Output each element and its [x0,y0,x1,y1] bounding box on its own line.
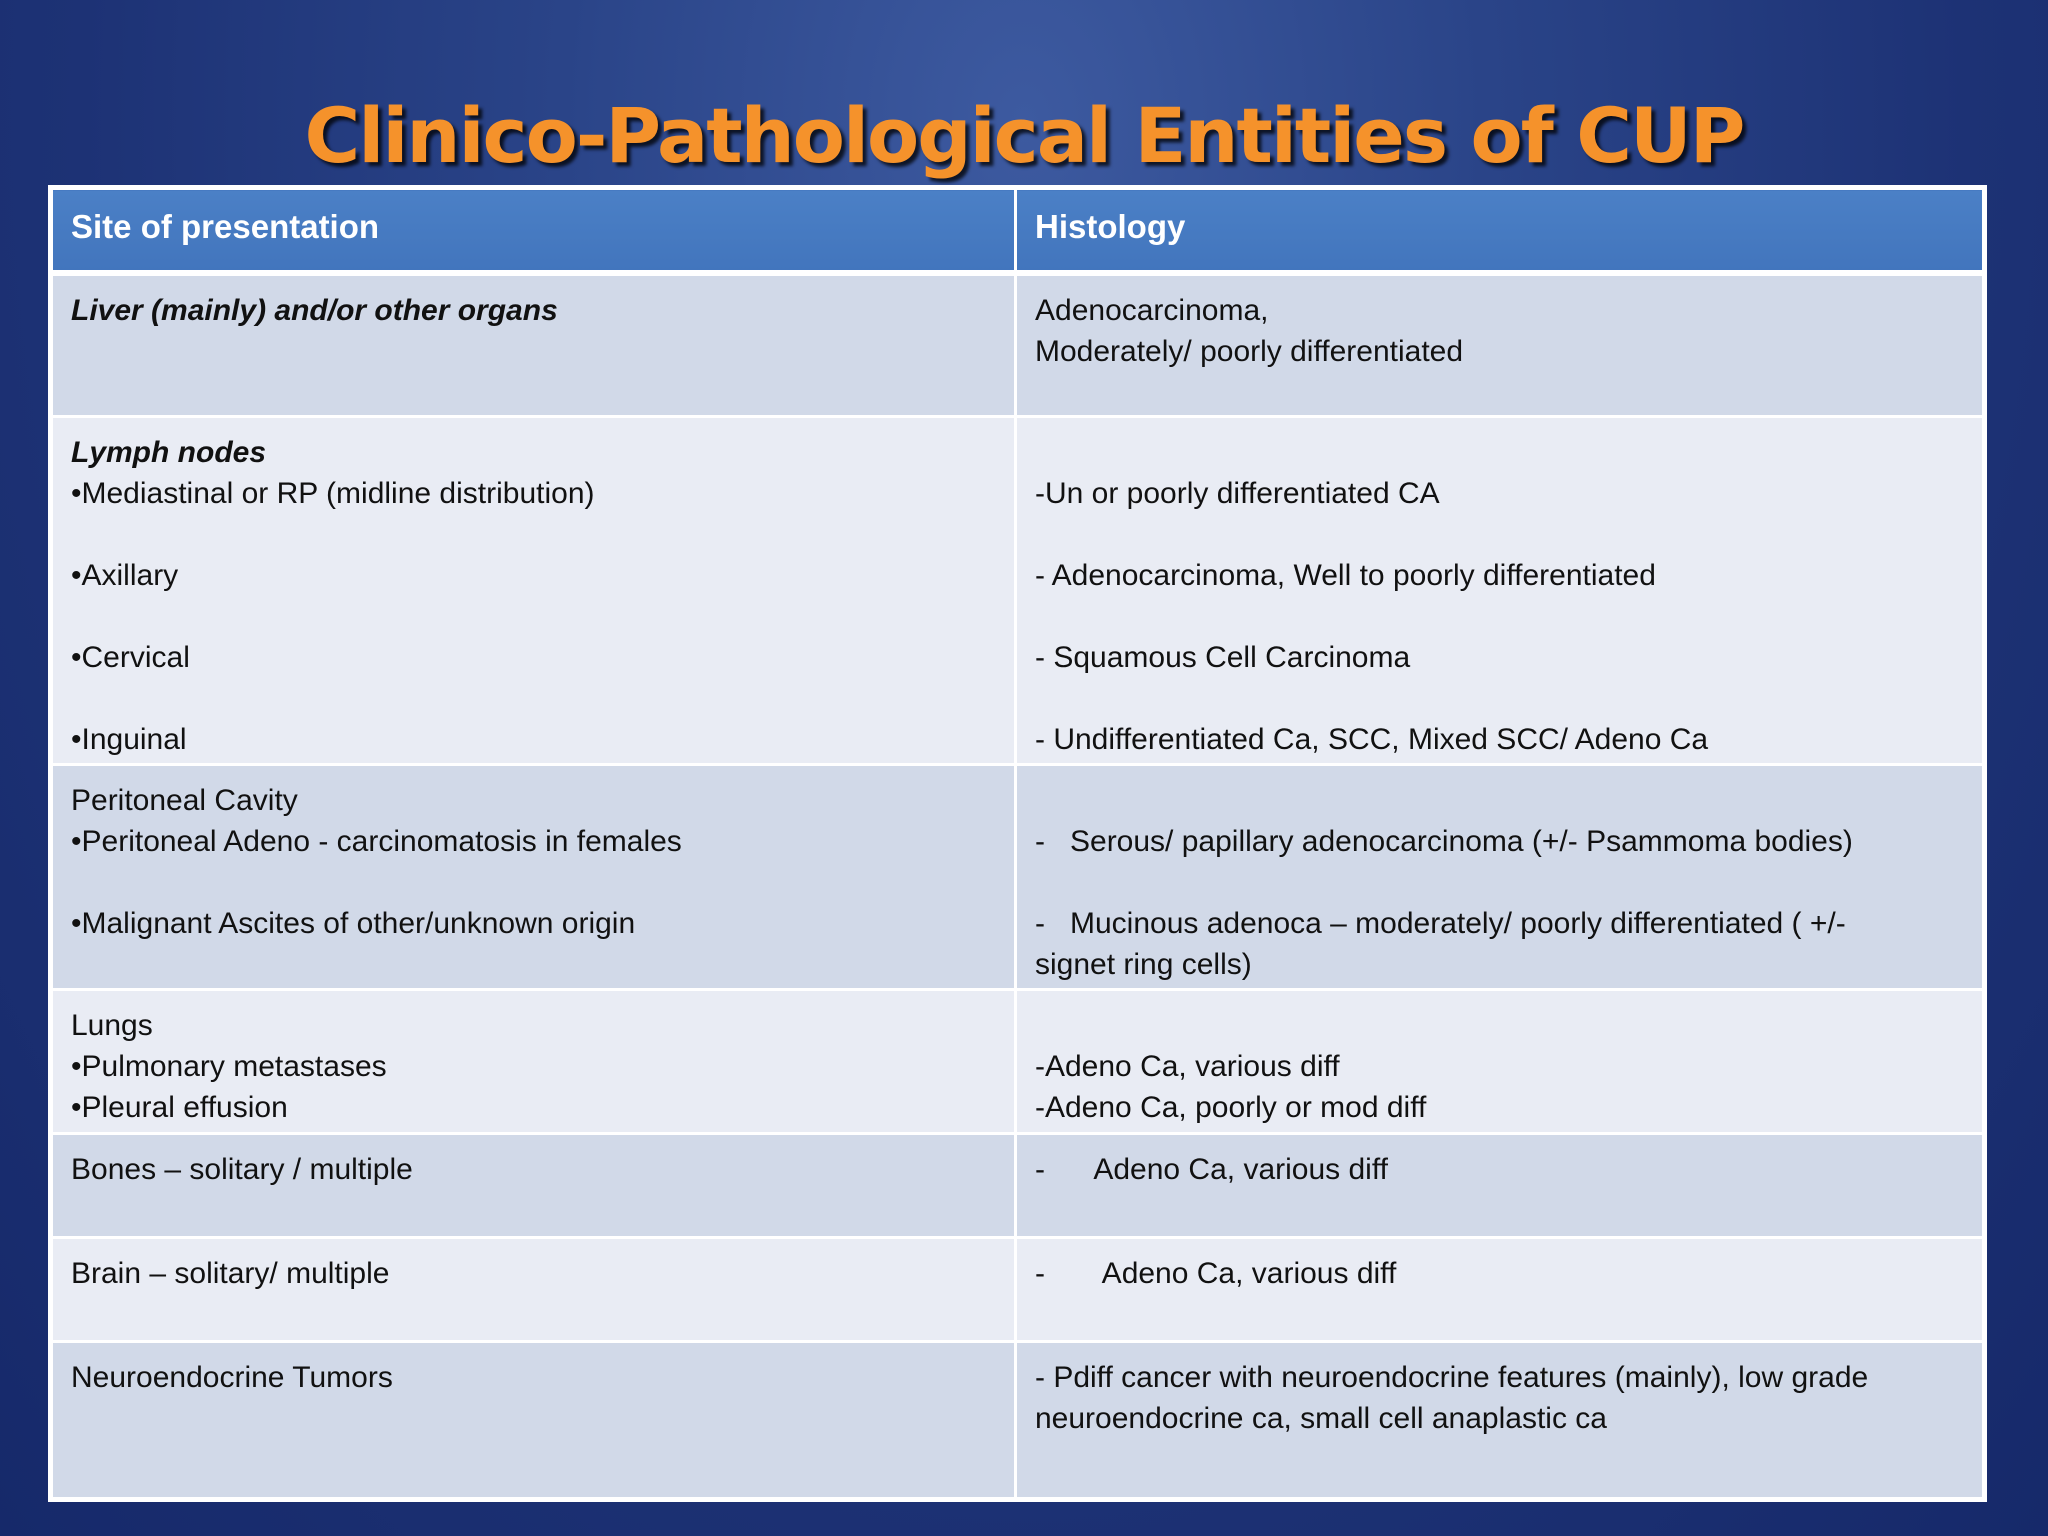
header-histology: Histology [1016,189,1984,273]
site-item: •Peritoneal Adeno - carcinomatosis in females [71,825,682,859]
histology-line: neuroendocrine ca, small cell anaplastic ca [1035,1401,1607,1435]
histology-line: -Adeno Ca, various diff [1035,1049,1340,1083]
entities-table [50,187,1985,1500]
site-heading: Peritoneal Cavity [71,784,298,818]
site-heading: Lymph nodes [71,436,267,470]
site-heading: Brain – solitary/ multiple [71,1256,390,1290]
histology-cell [1016,417,1984,765]
histology-line: - Adeno Ca, various diff [1035,1256,1397,1290]
histology-cell [1016,273,1984,417]
site-cell [52,1133,1016,1237]
histology-cell [1016,765,1984,989]
site-cell [52,765,1016,989]
site-heading: Liver (mainly) and/or other organs [71,293,558,327]
histology-line: Adenocarcinoma, [1035,293,1269,327]
histology-cell [1016,1133,1984,1237]
table-row-peritoneal [52,765,1984,989]
site-item: •Pulmonary metastases [71,1049,387,1083]
site-item: •Inguinal [71,723,187,757]
header-site: Site of presentation [52,189,1016,273]
site-heading: Lungs [71,1008,153,1042]
histology-line: - Mucinous adenoca – moderately/ poorly differentiated ( +/- [1035,907,1846,941]
histology-line: Moderately/ poorly differentiated [1035,334,1464,368]
site-item: •Axillary [71,559,179,593]
site-cell [52,1237,1016,1341]
histology-line: -Adeno Ca, poorly or mod diff [1035,1090,1427,1124]
histology-cell [1016,989,1984,1133]
site-heading: Bones – solitary / multiple [71,1152,413,1186]
histology-cell [1016,1237,1984,1341]
table-row-brain [52,1237,1984,1341]
histology-line: -Un or poorly differentiated CA [1035,477,1440,511]
site-item: •Mediastinal or RP (midline distribution) [71,477,595,511]
table-row-neuroendocrine [52,1341,1984,1498]
site-item: •Pleural effusion [71,1090,288,1124]
table-row-lymph-nodes [52,417,1984,765]
histology-line: - Adenocarcinoma, Well to poorly differentiated [1035,559,1656,593]
table-row-liver [52,273,1984,417]
table-header-row [52,189,1984,273]
site-heading: Neuroendocrine Tumors [71,1360,393,1394]
histology-line: - Undifferentiated Ca, SCC, Mixed SCC/ Adeno Ca [1035,723,1709,757]
site-cell [52,417,1016,765]
histology-line: - Adeno Ca, various diff [1035,1152,1388,1186]
site-cell [52,273,1016,417]
site-cell [52,1341,1016,1498]
histology-line: - Serous/ papillary adenocarcinoma (+/- Psammoma bodies) [1035,825,1853,859]
slide-title: Clinico-Pathological Entities of CUP [304,91,1744,180]
table-row-bones [52,1133,1984,1237]
site-cell [52,989,1016,1133]
table-row-lungs [52,989,1984,1133]
histology-line: - Squamous Cell Carcinoma [1035,641,1411,675]
histology-cell [1016,1341,1984,1498]
site-item: •Cervical [71,641,190,675]
site-item: •Malignant Ascites of other/unknown origin [71,907,636,941]
histology-line: - Pdiff cancer with neuroendocrine features (mainly), low grade [1035,1360,1869,1394]
histology-line: signet ring cells) [1035,948,1252,982]
